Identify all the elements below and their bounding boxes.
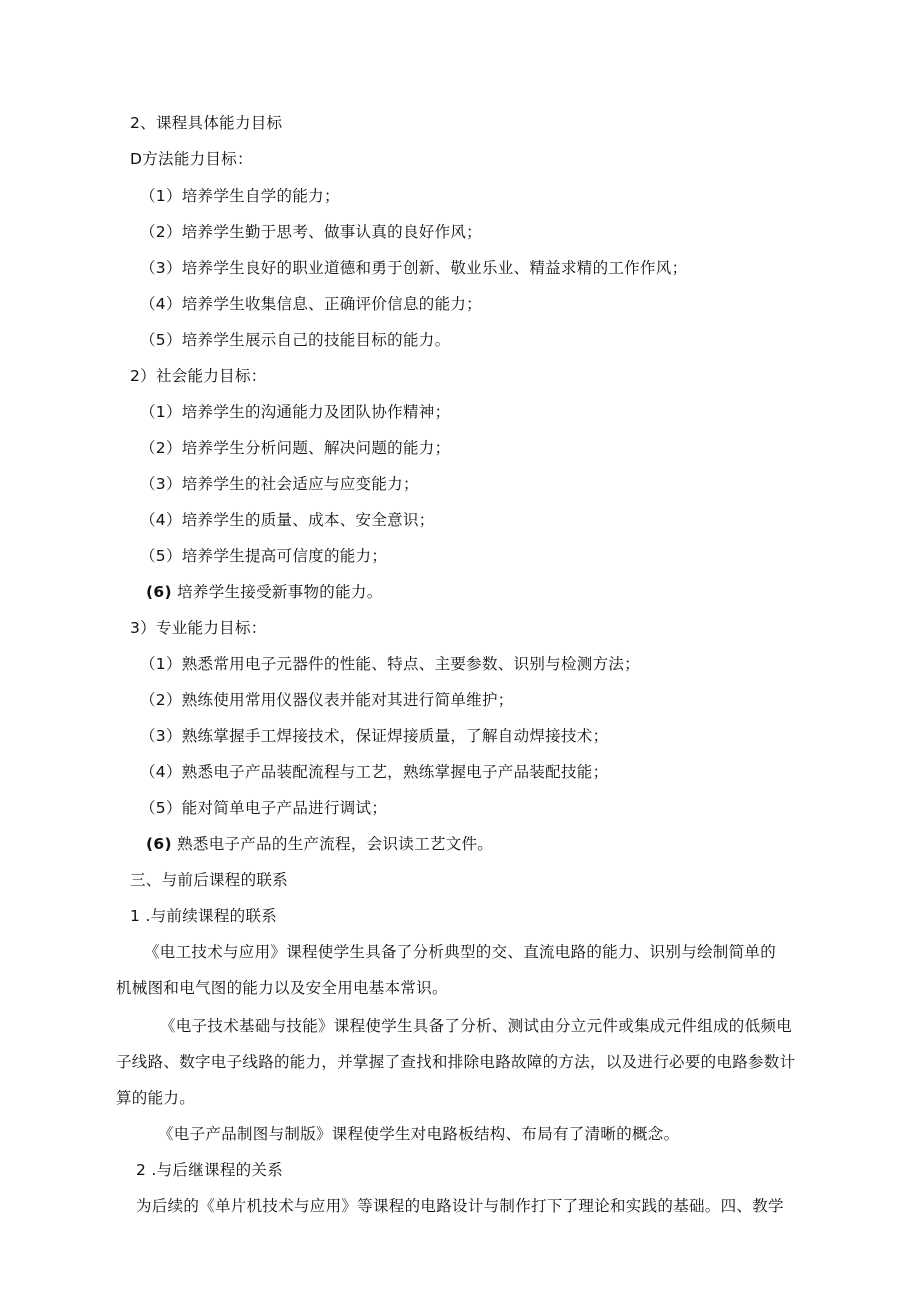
professional-goals-heading: 3）专业能力目标： — [130, 619, 267, 637]
social-goal-item: （2）培养学生分析问题、解决问题的能力； — [140, 439, 451, 457]
paragraph-2-line-2: 子线路、数字电子线路的能力，并掌握了查找和排除电路故障的方法，以及进行必要的电路参数计 — [116, 1053, 796, 1071]
social-goal-item: （3）培养学生的社会适应与应变能力； — [140, 475, 419, 493]
method-goal-item: （1）培养学生自学的能力； — [140, 187, 340, 205]
social-goal-item: （1）培养学生的沟通能力及团队协作精神； — [140, 403, 451, 421]
method-goal-item: （5）培养学生展示自己的技能目标的能力。 — [140, 331, 451, 349]
social-goal-item: （4）培养学生的质量、成本、安全意识； — [140, 511, 435, 529]
item-text: 培养学生接受新事物的能力。 — [177, 583, 383, 601]
section-3-title: 三、与前后课程的联系 — [130, 871, 289, 889]
professional-goal-item: （1）熟悉常用电子元器件的性能、特点、主要参数、识别与检测方法； — [140, 655, 640, 673]
professional-goal-item-6 — [146, 833, 493, 855]
social-goals-heading: 2）社会能力目标： — [130, 367, 267, 385]
item-number: (6) — [146, 835, 172, 853]
method-goal-item: （4）培养学生收集信息、正确评价信息的能力； — [140, 295, 482, 313]
professional-goal-item: （3）熟练掌握手工焊接技术，保证焊接质量，了解自动焊接技术； — [140, 727, 609, 745]
professional-goal-item: （2）熟练使用常用仪器仪表并能对其进行简单维护； — [140, 691, 514, 709]
item-text: 熟悉电子产品的生产流程，会识读工艺文件。 — [177, 835, 494, 853]
section-2-title: 2、课程具体能力目标 — [130, 114, 283, 132]
paragraph-2-line-1: 《电子技术基础与技能》课程使学生具备了分析、测试由分立元件或集成元件组成的低频电 — [160, 1017, 793, 1035]
paragraph-3: 《电子产品制图与制版》课程使学生对电路板结构、布局有了清晰的概念。 — [158, 1125, 680, 1143]
paragraph-1-line-1: 《电工技术与应用》课程使学生具备了分析典型的交、直流电路的能力、识别与绘制简单的 — [144, 943, 777, 961]
method-goal-item: （3）培养学生良好的职业道德和勇于创新、敬业乐业、精益求精的工作作风； — [140, 259, 688, 277]
paragraph-2-line-3: 算的能力。 — [116, 1089, 196, 1107]
paragraph-4: 为后续的《单片机技术与应用》等课程的电路设计与制作打下了理论和实践的基础。四、教学 — [136, 1197, 784, 1215]
paragraph-1-line-2: 机械图和电气图的能力以及安全用电基本常识。 — [116, 979, 448, 997]
subsection-1-title: 1 .与前续课程的联系 — [130, 907, 278, 925]
method-goals-heading: D方法能力目标： — [130, 150, 253, 168]
social-goal-item: （5）培养学生提高可信度的能力； — [140, 547, 388, 565]
subsection-2-title: 2 .与后继课程的关系 — [136, 1161, 284, 1179]
social-goal-item-6 — [146, 581, 383, 603]
item-number: (6) — [146, 583, 172, 601]
method-goal-item: （2）培养学生勤于思考、做事认真的良好作风； — [140, 223, 482, 241]
professional-goal-item: （4）熟悉电子产品装配流程与工艺，熟练掌握电子产品装配技能； — [140, 763, 609, 781]
professional-goal-item: （5）能对简单电子产品进行调试； — [140, 799, 388, 817]
